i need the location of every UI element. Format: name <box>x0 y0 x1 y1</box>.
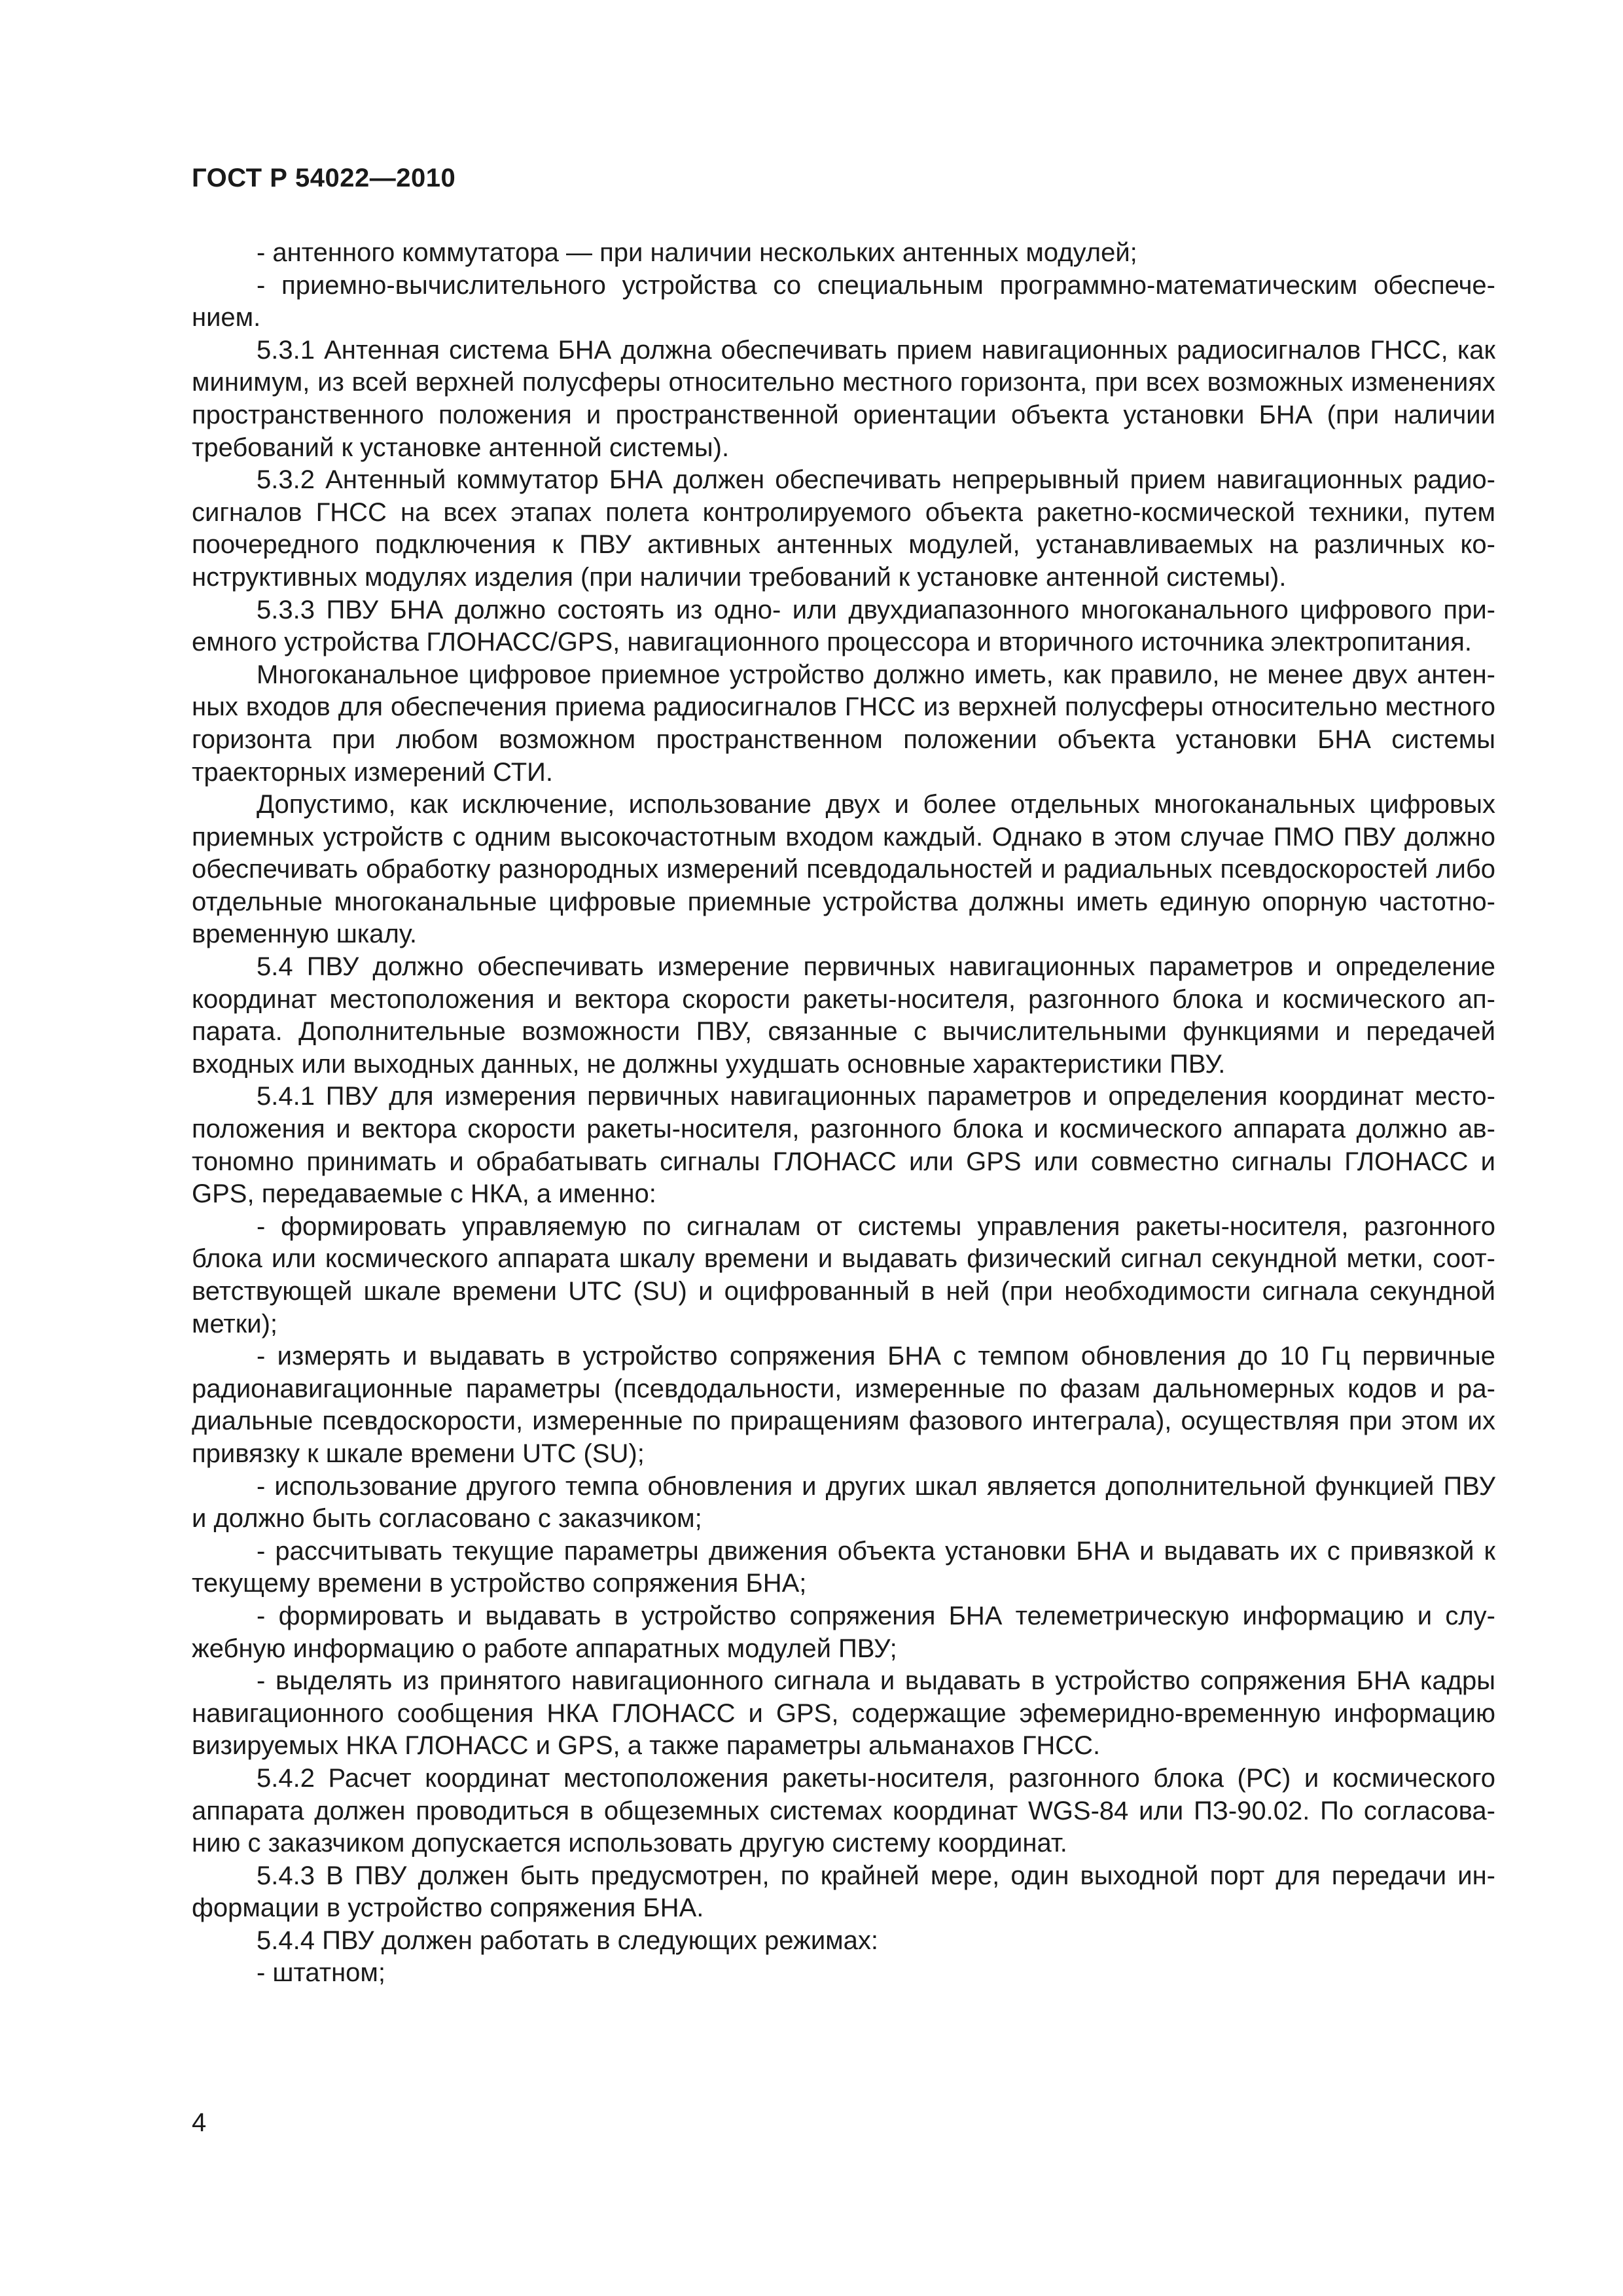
page-number: 4 <box>192 2108 207 2137</box>
paragraph: - приемно-вычислительного устройства со специальным программно-математическим обеспечением. <box>192 270 1495 332</box>
paragraph: - штатном; <box>257 1958 386 1988</box>
paragraph: 5.4.4 ПВУ должен работать в следующих режимах: <box>257 1926 879 1955</box>
paragraph: - рассчитывать текущие параметры движения объекта установки БНА и выдавать их с привязкой к текущему времени в устройство сопряжения БНА; <box>192 1536 1495 1598</box>
body-text <box>192 237 1495 1990</box>
paragraph: 5.3.3 ПВУ БНА должно состоять из одно- или двухдиапазонного многоканального цифрового приемного устройства ГЛОНАСС/GPS, навигационного процессора и вторичного источника электропитания. <box>192 595 1495 657</box>
standard-header: ГОСТ Р 54022—2010 <box>192 164 456 192</box>
paragraph: - измерять и выдавать в устройство сопряжения БНА с темпом обновления до 10 Гц первичные радионавигационные параметры (псевдодальности, измеренные по фазам дальномерных кодов и радиальные псевдоскорости, измеренные по приращениям фазового интеграла), осуществляя при этом их привязку к шкале времени UTC (SU); <box>192 1342 1495 1468</box>
paragraph: 5.4.2 Расчет координат местоположения ракеты-носителя, разгонного блока (РС) и космического аппарата должен проводиться в общеземных системах координат WGS-84 или ПЗ-90.02. По согласованию с заказчиком допускается использовать другую систему координат. <box>192 1763 1495 1858</box>
paragraph: 5.4 ПВУ должно обеспечивать измерение первичных навигационных параметров и определение координат местоположения и вектора скорости ракеты-носителя, разгонного блока и космического аппарата. Дополнительные возможности ПВУ, связанные с вычислительными функциями и передачей входных или выходных данных, не должны ухудшать основные характеристики ПВУ. <box>192 952 1495 1079</box>
paragraph: Многоканальное цифровое приемное устройство должно иметь, как правило, не менее двух антенных входов для обеспечения приема радиосигналов ГНСС из верхней полусферы относительно местного горизонта при любом возможном пространственном положении объекта установки БНА системы траекторных измерений СТИ. <box>192 660 1495 787</box>
paragraph: - антенного коммутатора — при наличии нескольких антенных модулей; <box>257 238 1137 267</box>
paragraph: - выделять из принятого навигационного сигнала и выдавать в устройство сопряжения БНА кадры навигационного сообщения НКА ГЛОНАСС и GPS, содержащие эфемеридно-временную информацию визируемых НКА ГЛОНАСС и GPS, а также параметры альманахов ГНСС. <box>192 1666 1495 1761</box>
paragraph: - использование другого темпа обновления и других шкал является дополнительной функцией ПВУ и должно быть согласовано с заказчиком; <box>192 1471 1495 1534</box>
paragraph: 5.4.1 ПВУ для измерения первичных навигационных параметров и определения координат местоположения и вектора скорости ракеты-носителя, разгонного блока и космического аппарата должно автономно принимать и обрабатывать сигналы ГЛОНАСС или GPS или совместно сигналы ГЛОНАСС и GPS, передаваемые с НКА, а именно: <box>192 1082 1495 1209</box>
paragraph: 5.3.2 Антенный коммутатор БНА должен обеспечивать непрерывный прием навигационных радиосигналов ГНСС на всех этапах полета контролируемого объекта ракетно-космической техники, путем поочередного подключения к ПВУ активных антенных модулей, устанавливаемых на различных конструктивных модулях изделия (при наличии требований к установке антенной системы). <box>192 465 1495 592</box>
paragraph: 5.4.3 В ПВУ должен быть предусмотрен, по крайней мере, один выходной порт для передачи информации в устройство сопряжения БНА. <box>192 1861 1495 1923</box>
paragraph: - формировать управляемую по сигналам от системы управления ракеты-носителя, разгонного блока или космического аппарата шкалу времени и выдавать физический сигнал секундной метки, соответствующей шкале времени UTC (SU) и оцифрованный в ней (при необходимости сигнала секундной метки); <box>192 1211 1495 1338</box>
paragraph: 5.3.1 Антенная система БНА должна обеспечивать прием навигационных радиосигналов ГНСС, как минимум, из всей верхней полусферы относительно местного горизонта, при всех возможных изменениях пространственного положения и пространственной ориентации объекта установки БНА (при наличии требований к установке антенной системы). <box>192 335 1495 462</box>
paragraph: - формировать и выдавать в устройство сопряжения БНА телеметрическую информацию и служебную информацию о работе аппаратных модулей ПВУ; <box>192 1601 1495 1663</box>
paragraph: Допустимо, как исключение, использование двух и более отдельных многоканальных цифровых приемных устройств с одним высокочастотным входом каждый. Однако в этом случае ПМО ПВУ должно обеспечивать обработку разнородных измерений псевдодальностей и радиальных псевдоскоростей либо отдельные многоканальные цифровые приемные устройства должны иметь единую опорную частотно-временную шкалу. <box>192 790 1495 949</box>
